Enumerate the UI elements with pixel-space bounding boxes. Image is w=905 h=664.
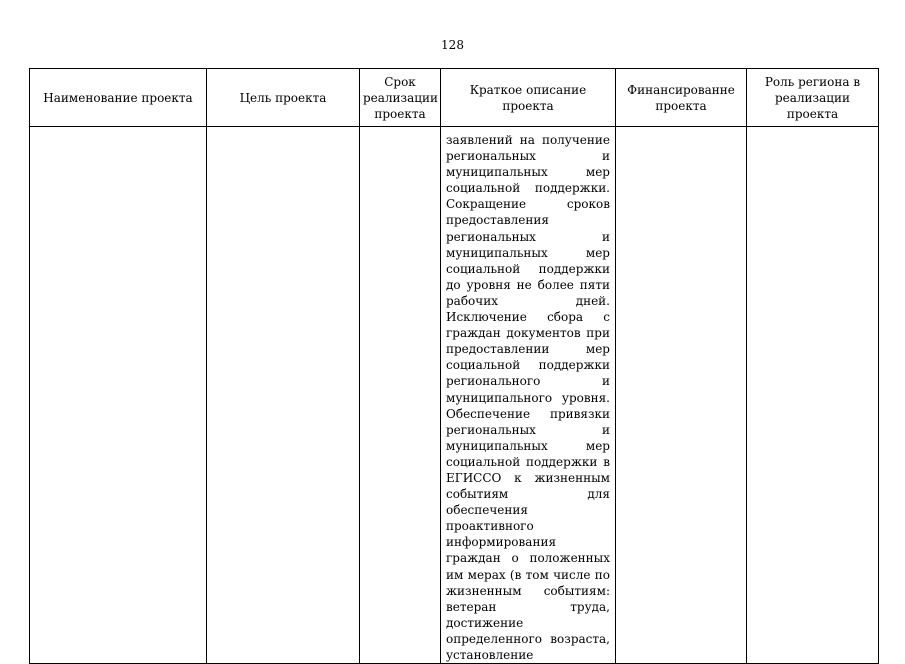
header-project-goal: Цель проекта [207,69,360,127]
cell-project-financing [616,127,747,664]
cell-project-description [441,127,616,664]
header-region-role: Роль региона в реализации проекта [747,69,879,127]
table-row [30,127,879,664]
header-project-term: Срок реализации проекта [360,69,441,127]
header-project-name: Наименование проекта [30,69,207,127]
cell-region-role [747,127,879,664]
page-number: 128 [441,38,464,52]
projects-table [29,68,879,664]
cell-project-goal [207,127,360,664]
table-header-row [30,69,879,127]
header-project-description: Краткое описание проекта [441,69,616,127]
cell-project-name [30,127,207,664]
cell-project-term [360,127,441,664]
header-project-financing: Финансированне проекта [616,69,747,127]
project-description-text: заявлений на получение региональных и муниципальных мер социальной поддержки. Сокращение сроков предоставления региональных и муниципальных мер социальной поддержки до уровня не более пяти рабочих дней. Исключение сбора с граждан документов при предоставлении мер социальной поддержки регионального и муниципального уровня. Обеспечение привязки региональных и муниципальных мер социальной поддержки в ЕГИССО к жизненным событиям для обеспечения проактивного информирования граждан о положенных им мерах (в том числе по жизненным событиям: ветеран труда, достижение определенного возраста, установление [446,133,610,662]
